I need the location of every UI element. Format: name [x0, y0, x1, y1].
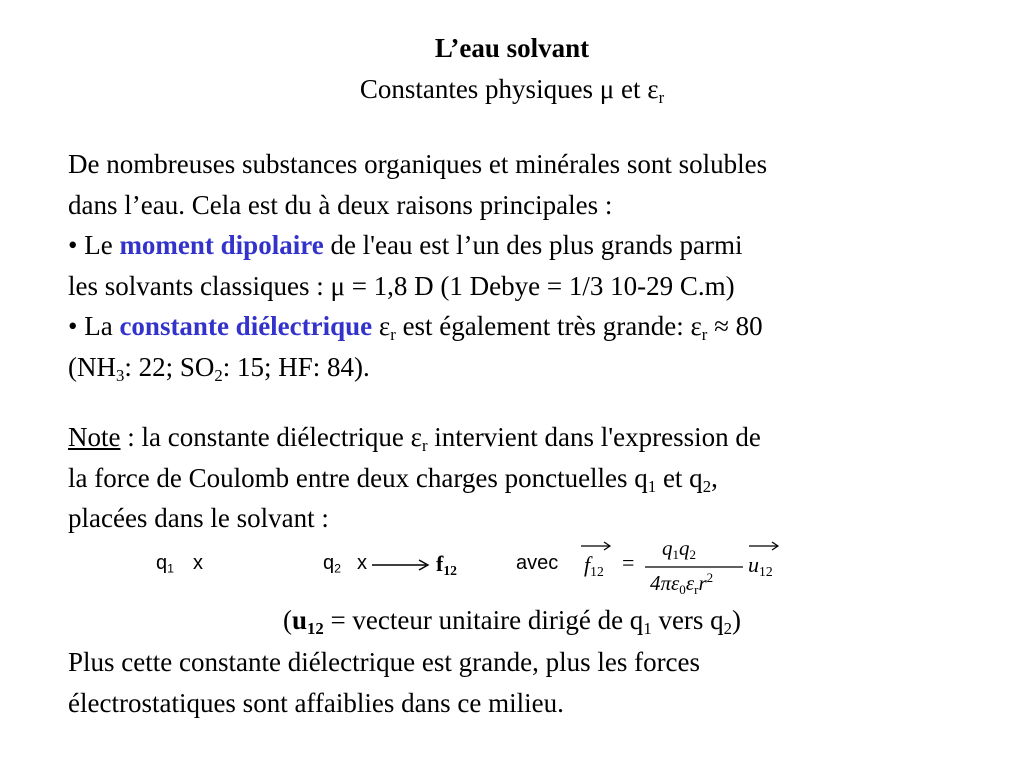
conclusion-line-2: électrostatiques sont affaiblies dans ce milieu. [68, 687, 564, 718]
charge-q1: $q_1$ [156, 552, 175, 576]
intro-line-2: dans l’eau. Cela est du à deux raisons principales : [68, 189, 613, 220]
vector-f12: $f_{12}$ [584, 552, 604, 580]
charge-q2: $q_2$ [323, 552, 342, 576]
bullet-dielectric: • La constante diélectrique $\varepsilon_r$ est également très grande: $\varepsilon_r \approx 80$ [68, 311, 763, 345]
coulomb-formula [0, 536, 1024, 600]
bullet-dipole: • Le moment dipolaire de l'eau est l’un des plus grands parmi [68, 230, 743, 260]
charge-q2-marker: x [357, 552, 367, 574]
bullet-dielectric-line-2: ($NH_3$: 22; $SO_2$: 15; HF: 84). [68, 351, 370, 385]
avec-label: avec [516, 552, 559, 574]
vector-u12: $u_{12}$ [748, 552, 773, 580]
main-paragraph [68, 144, 968, 387]
charge-q1-marker: x [193, 552, 203, 574]
unit-vector-note: ($u_{12}$ = vecteur unitaire dirigé de $q_1$ vers $q_2$) [282, 605, 742, 639]
conclusion-paragraph [68, 642, 968, 723]
slide-subtitle: Constantes physiques μ et $\varepsilon_r$ [359, 74, 665, 108]
conclusion-line-1: Plus cette constante diélectrique est grande, plus les forces [68, 647, 701, 677]
note-line-3: placées dans le solvant : [68, 503, 329, 533]
fraction-denominator: $4\pi\varepsilon_0\varepsilon_rr^2$ [650, 570, 714, 597]
equals-sign: = [622, 550, 635, 575]
bullet-dipole-line-2: les solvants classiques : μ = 1,8 D (1 Debye = 1/3 10-29 C.m) [68, 270, 735, 301]
force-arrow-icon [370, 558, 432, 572]
term-constante-dielectrique: constante diélectrique [119, 311, 373, 341]
vector-arrow-u-icon [747, 541, 781, 551]
fraction-bar [645, 565, 745, 569]
note-label: Note [68, 422, 121, 452]
intro-line-1: De nombreuses substances organiques et minérales sont solubles [68, 149, 768, 179]
vector-arrow-f-icon [579, 541, 613, 551]
fraction-numerator: $q_1q_2$ [662, 536, 697, 562]
note-line-1: Note : la constante diélectrique $\varepsilon_r$ intervient dans l'expression de [68, 422, 761, 456]
note-paragraph [68, 417, 968, 539]
slide-title: L’eau solvant [434, 33, 590, 63]
term-moment-dipolaire: moment dipolaire [119, 230, 324, 260]
note-line-2: la force de Coulomb entre deux charges ponctuelles $q_1$ et $q_2$, [68, 462, 718, 496]
force-f12-label: $f_{12}$ [436, 551, 457, 579]
